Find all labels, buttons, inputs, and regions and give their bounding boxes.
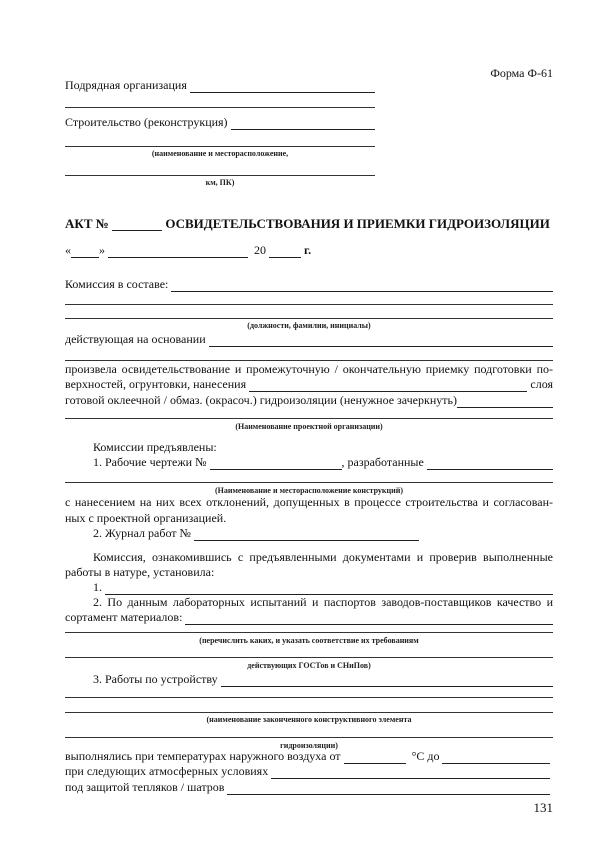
caption-km: км, ПК): [205, 178, 235, 187]
month-field[interactable]: [108, 246, 248, 258]
paragraph-text: 2. По данным лабораторных испытаний и паспортов заводов-поставщиков качество и: [93, 595, 553, 609]
shelter-field[interactable]: [227, 783, 550, 795]
caption-list: (перечислить каких, и указать соответствие их требованиям: [199, 636, 419, 645]
caption-name-location: (наименование и месторасположение,: [151, 149, 289, 158]
presented-label: Комиссии предъявлены:: [93, 440, 217, 454]
contractor-label: Подрядная организация: [65, 78, 187, 92]
caption-hydro: гидроизоляции): [280, 741, 338, 750]
materials-line2[interactable]: [65, 632, 553, 633]
caption-element: (наименование законченного конструктивного элемента: [206, 715, 412, 724]
paragraph-text: Комиссия, ознакомившись с предъявленными документами и проверив выполненные: [93, 550, 553, 564]
contractor-field[interactable]: [190, 81, 375, 93]
acting-basis-line2[interactable]: [65, 360, 553, 361]
works-line4[interactable]: [65, 737, 553, 738]
page-title: ОСВИДЕТЕЛЬСТВОВАНИЯ И ПРИЕМКИ ГИДРОИЗОЛЯЦИИ: [165, 216, 550, 231]
developed-by-field[interactable]: [427, 458, 553, 470]
acting-label: действующая на основании: [65, 332, 206, 346]
works-label: 3. Работы по устройству: [93, 672, 218, 686]
finding-1-label: 1.: [93, 580, 102, 594]
construction-field-line3[interactable]: [65, 175, 375, 176]
works-field[interactable]: [221, 675, 553, 687]
title-prefix: АКТ №: [65, 216, 109, 231]
commission-label: Комиссия в составе:: [65, 277, 169, 291]
drawings-label: 1. Рабочие чертежи №: [93, 455, 207, 469]
year-field[interactable]: [269, 246, 301, 258]
acting-basis-field[interactable]: [209, 335, 553, 347]
construction-field[interactable]: [231, 118, 375, 130]
works-line3[interactable]: [65, 712, 553, 713]
caption-design-org: (Наименование проектной организации): [235, 422, 383, 431]
quote-open: «: [65, 243, 71, 257]
contractor-field-line2[interactable]: [65, 107, 375, 108]
design-org-field[interactable]: [457, 396, 553, 408]
quote-close: »: [99, 243, 105, 257]
paragraph-text: верхностей, огрунтовки, нанесения: [65, 377, 247, 391]
paragraph-text: слоя: [530, 377, 553, 391]
structures-field[interactable]: [65, 482, 553, 483]
page-number: 131: [533, 800, 553, 815]
finding-1-field[interactable]: [105, 583, 553, 595]
paragraph-text: ных с проектной организацией.: [65, 511, 227, 525]
commission-field[interactable]: [171, 280, 553, 292]
caption-positions: (должности, фамилии, инициалы): [247, 321, 371, 330]
journal-number-field[interactable]: [194, 529, 419, 541]
caption-structures: (Наименование и месторасположение конструкций): [214, 486, 404, 495]
materials-line3[interactable]: [65, 657, 553, 658]
paragraph-text: работы в натуре, установила:: [65, 565, 215, 579]
temperature-label: выполнялись при температурах наружного воздуха от: [65, 749, 341, 763]
year-suffix: г.: [304, 243, 312, 257]
developed-label: , разработанные: [341, 455, 424, 469]
journal-label: 2. Журнал работ №: [93, 526, 191, 540]
temp-from-field[interactable]: [344, 752, 406, 764]
layer-field[interactable]: [249, 380, 527, 392]
year-prefix: 20: [254, 243, 266, 257]
temp-to-field[interactable]: [442, 752, 550, 764]
works-line2[interactable]: [65, 697, 553, 698]
weather-field[interactable]: [271, 767, 550, 779]
commission-field-line3[interactable]: [65, 318, 553, 319]
materials-field[interactable]: [185, 613, 553, 625]
shelter-label: под защитой тепляков / шатров: [65, 780, 225, 794]
paragraph-text: с нанесением на них всех отклонений, допущенных в процессе строительства и согласован-: [65, 495, 553, 509]
paragraph-text: готовой оклеечной / обмаз. (окрасоч.) гидроизоляции (ненужное зачеркнуть): [65, 393, 457, 407]
weather-label: при следующих атмосферных условиях: [65, 764, 269, 778]
construction-label: Строительство (реконструкция): [65, 115, 228, 129]
materials-label: сортамент материалов:: [65, 610, 183, 624]
act-number-field[interactable]: [112, 219, 162, 231]
construction-field-line2[interactable]: [65, 146, 375, 147]
drawings-number-field[interactable]: [210, 458, 342, 470]
paragraph-text: произвела освидетельствование и промежуточную / окончательную приемку подготовки по-: [65, 362, 553, 376]
design-org-line2[interactable]: [65, 418, 553, 419]
temperature-to-label: °С до: [411, 749, 440, 763]
caption-gost: действующих ГОСТов и СНиПов): [247, 661, 371, 670]
day-field[interactable]: [71, 246, 99, 258]
commission-field-line2[interactable]: [65, 304, 553, 305]
form-label: Форма Ф-61: [490, 66, 553, 80]
